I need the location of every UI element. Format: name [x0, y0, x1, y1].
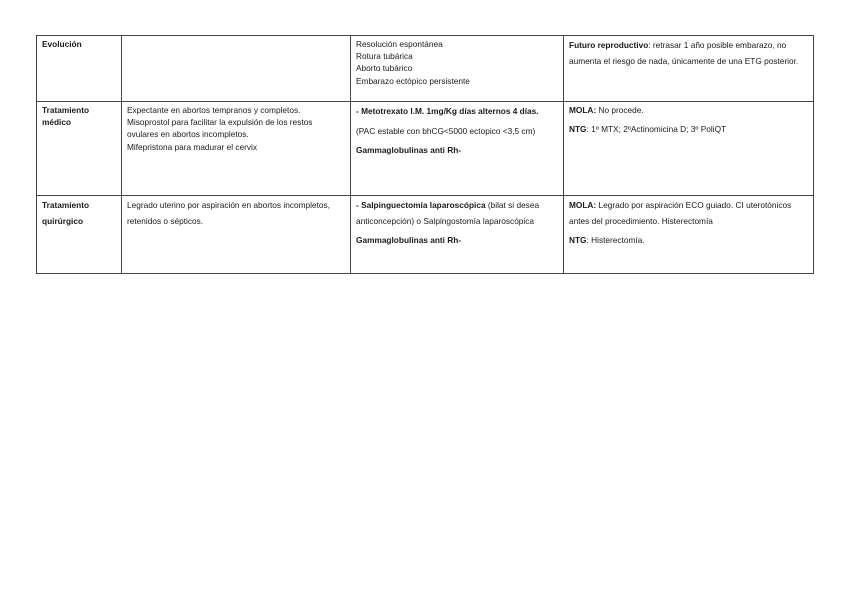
cell-metotrexato	[351, 102, 564, 196]
cell-mola-ntg-quirurgico	[564, 196, 814, 274]
table-row-tratamiento-medico	[37, 102, 814, 196]
outcome-line: Embarazo ectópico persistente	[356, 75, 470, 86]
mola-text: No procede.	[596, 105, 644, 115]
medical-option-line: Mifepristona para madurar el cervix	[127, 141, 258, 152]
ntg-text: : Histerectomía.	[586, 235, 645, 245]
row-header-text: Evolución	[42, 39, 82, 49]
row-header-line: Tratamiento	[42, 200, 90, 210]
row-header-line: médico	[42, 117, 72, 128]
mola-text: Legrado por aspiración ECO guiado. CI uterotónicos antes del procedimiento. Histerectomía	[569, 200, 792, 226]
legrado-text: Legrado uterino por aspiración en abortos incompletos, retenidos o sépticos.	[127, 200, 330, 226]
ntg-label: NTG	[569, 124, 587, 135]
row-header-evolucion	[37, 36, 122, 102]
row-header-tratamiento-quirurgico	[37, 196, 122, 274]
table-row-tratamiento-quirurgico	[37, 196, 814, 274]
metotrexato-dose: - Metotrexato I.M. 1mg/Kg días alternos 4 días.	[356, 106, 539, 116]
treatment-table	[36, 35, 814, 274]
outcome-line: Rotura tubárica	[356, 51, 413, 62]
outcome-line: Resolución espontánea	[356, 39, 443, 49]
cell-medical-options	[122, 102, 351, 196]
salpinguectomia-label: - Salpinguectomía laparoscópica	[356, 200, 486, 210]
mola-label: MOLA:	[569, 105, 597, 115]
metotrexato-criteria: (PAC estable con bhCG<5000 ectopico <3,5 cm)	[356, 125, 536, 136]
medical-option-line: Misoprostol para facilitar la expulsión de los restos ovulares en abortos incompletos.	[127, 117, 313, 140]
row-header-tratamiento-medico	[37, 102, 122, 196]
cell-empty	[122, 36, 351, 102]
cell-futuro-reproductivo	[564, 36, 814, 102]
futuro-reproductivo-label: Futuro reproductivo	[569, 40, 649, 50]
mola-label: MOLA:	[569, 200, 597, 210]
gammaglobulinas-label: Gammaglobulinas anti Rh-	[356, 235, 462, 245]
gammaglobulinas-label: Gammaglobulinas anti Rh-	[356, 145, 462, 155]
salpinguectomia-text: (bilat si desea anticoncepción) o Salpingostomía laparoscópica	[356, 200, 540, 226]
ntg-label: NTG	[569, 235, 587, 245]
cell-mola-ntg-medico	[564, 102, 814, 196]
futuro-reproductivo-text: : retrasar 1 año posible embarazo, no aumenta el riesgo de nada, únicamente de una ETG posterior.	[569, 40, 799, 66]
outcome-line: Aborto tubárico	[356, 63, 413, 74]
cell-salpinguectomia	[351, 196, 564, 274]
row-header-line: quirúrgico	[42, 215, 84, 226]
row-header-line: Tratamiento	[42, 105, 90, 115]
cell-evolucion-outcomes	[351, 36, 564, 102]
cell-legrado	[122, 196, 351, 274]
table-row-evolucion	[37, 36, 814, 102]
medical-option-line: Expectante en abortos tempranos y completos.	[127, 105, 301, 115]
ntg-text: : 1º MTX; 2ºActinomicina D; 3º PoliQT	[586, 124, 727, 135]
